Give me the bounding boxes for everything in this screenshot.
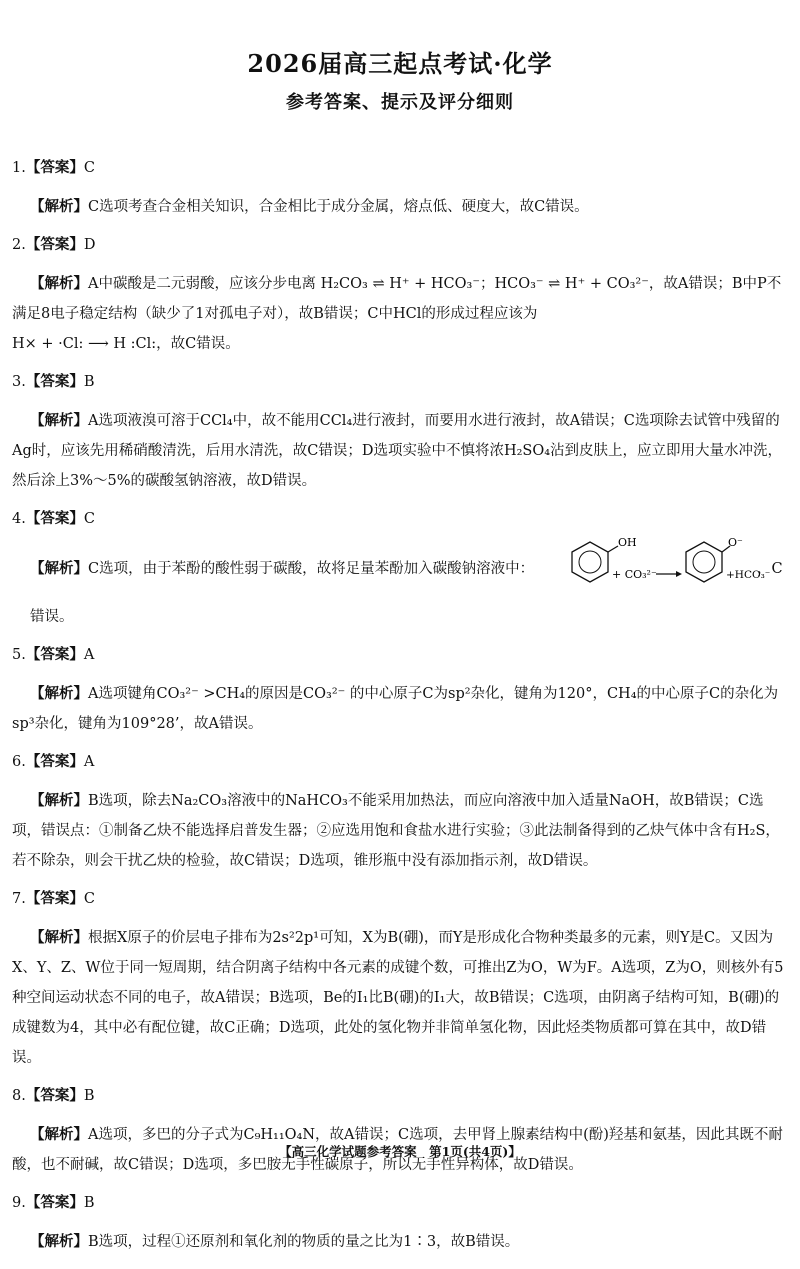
answer-value: C xyxy=(83,160,95,176)
phenoxide-o-label: O⁻ xyxy=(728,536,743,549)
phenol-benzene-ring xyxy=(572,542,608,582)
carbonate-reactant: + CO₃²⁻ xyxy=(612,568,657,581)
page-title: 2026届高三起点考试·化学 xyxy=(247,49,553,78)
phenol-oh-label: OH xyxy=(618,536,637,549)
explanation-1: 【解析】C选项考查合金相关知识，合金相比于成分金属，熔点低、硬度大，故C错误。 xyxy=(30,198,589,215)
bicarbonate-product: +HCO₃⁻ xyxy=(726,569,771,581)
page-subtitle: 参考答案、提示及评分细则 xyxy=(286,92,514,113)
explanation-3: 【解析】A选项液溴可溶于CCl₄中，故不能用CCl₄进行液封，而要用水进行液封，故A错误；C选项除去试管中残留的Ag时，应该先用稀硝酸清洗，后用水清洗，故C错误；D选项实验中不慎将浓H₂SO₄沾到皮肤上，应立即用大量水冲洗，然后涂上3%～5%的碳酸氢钠溶液，故D错误。 xyxy=(12,412,783,489)
answer-line-6: 6.【答案】A xyxy=(12,753,95,770)
answer-value: B xyxy=(83,1195,95,1211)
answer-list xyxy=(12,157,788,1269)
explanation-7: 【解析】根据X原子的价层电子排布为2s²2p¹可知，X为B(硼)，而Y是形成化合物种类最多的元素，则Y是C。又因为X、Y、Z、W位于同一短周期，结合阴离子结构中各元素的成键个数，可推出Z为O，W为F。A选项，Z为O，则核外有5种空间运动状态不同的电子，故A错误；B选项，Be的I₁比B(硼)的I₁大，故B错误；C选项，由阴离子结构可知，B(硼)的成键数为4，其中必有配位键，故C正确；D选项，此处的氢化物并非简单氢化物，因此烃类物质都可算在其中，故D错误。 xyxy=(12,929,784,1066)
explanation-5: 【解析】A选项键角CO₃²⁻ >CH₄的原因是CO₃²⁻ 的中心原子C为sp²杂化，键角为120°，CH₄的中心原子C的杂化为sp³杂化，键角为109°28’，故A错误。 xyxy=(12,685,779,732)
explanation-6: 【解析】B选项，除去Na₂CO₃溶液中的NaHCO₃不能采用加热法，而应向溶液中加入适量NaOH，故B错误；C选项，错误点：①制备乙炔不能选择启普发生器；②应选用饱和食盐水进行实验；③此法制备得到的乙炔气体中含有H₂S，若不除杂，则会干扰乙炔的检验，故C错误；D选项，锥形瓶中没有添加指示剂，故D错误。 xyxy=(12,792,780,869)
explanation-9: 【解析】B选项，过程①还原剂和氧化剂的物质的量之比为1∶3，故B错误。 xyxy=(30,1233,520,1250)
answer-value: D xyxy=(83,237,96,253)
answer-line-5: 5.【答案】A xyxy=(12,646,95,663)
page-footer: 【高三化学试题参考答案 第1页(共4页)】 xyxy=(279,1144,521,1159)
explanation-4-row: 【解析】C选项，由于苯酚的酸性弱于碳酸，故将足量苯酚加入碳酸钠溶液中： OH + CO₃²⁻ O⁻ +HCO₃⁻ ，C xyxy=(12,534,788,600)
answer-line-7: 7.【答案】C xyxy=(12,890,95,907)
explanation-4-end: 错误。 xyxy=(30,609,74,625)
phenol-oh-bond xyxy=(608,546,618,552)
answer-value: B xyxy=(83,1088,95,1104)
answer-value: C xyxy=(83,891,95,907)
phenoxide-aromatic-circle xyxy=(693,551,715,573)
explanation-2: 【解析】A中碳酸是二元弱酸，应该分步电离 H₂CO₃ ⇌ H⁺ + HCO₃⁻；HCO₃⁻ ⇌ H⁺ + CO₃²⁻，故A错误；B中P不满足8电子稳定结构（缺少了1对孤电子对），故B错误；C中HCl的形成过程应该为 H× + ·Cl: ⟶ H :Cl:，故C错误。 xyxy=(12,275,782,352)
answer-line-3: 3.【答案】B xyxy=(12,373,95,390)
answer-line-2: 2.【答案】D xyxy=(12,236,96,253)
answer-value: C xyxy=(83,511,95,527)
answer-value: B xyxy=(83,374,95,390)
phenoxide-benzene-ring xyxy=(686,542,722,582)
phenol-aromatic-circle xyxy=(579,551,601,573)
phenol-carbonate-reaction-diagram xyxy=(560,534,771,594)
answer-value: A xyxy=(83,647,95,663)
explanation-8: 【解析】A选项，多巴的分子式为C₉H₁₁O₄N，故A错误；C选项，去甲肾上腺素结构中(酚)羟基和氨基，因此其既不耐酸，也不耐碱，故C错误；D选项，多巴胺无手性碳原子，所以无手性异构体，故D错误。 xyxy=(12,1126,783,1173)
answer-line-8: 8.【答案】B xyxy=(12,1087,95,1104)
reaction-arrow-head xyxy=(676,571,682,577)
answer-line-1: 1.【答案】C xyxy=(12,159,95,176)
hcl-lewis-formation: H× + ·Cl: ⟶ H :Cl: xyxy=(12,336,157,352)
answer-line-4: 4.【答案】C xyxy=(12,510,95,527)
answer-value: A xyxy=(83,754,95,770)
carbonic-acid-ionization: ₂CO₃ ⇌ H⁺ + HCO₃⁻；HCO₃⁻ ⇌ H⁺ + CO₃²⁻，故A错误；B xyxy=(333,276,743,292)
answer-line-9: 9.【答案】B xyxy=(12,1194,95,1211)
